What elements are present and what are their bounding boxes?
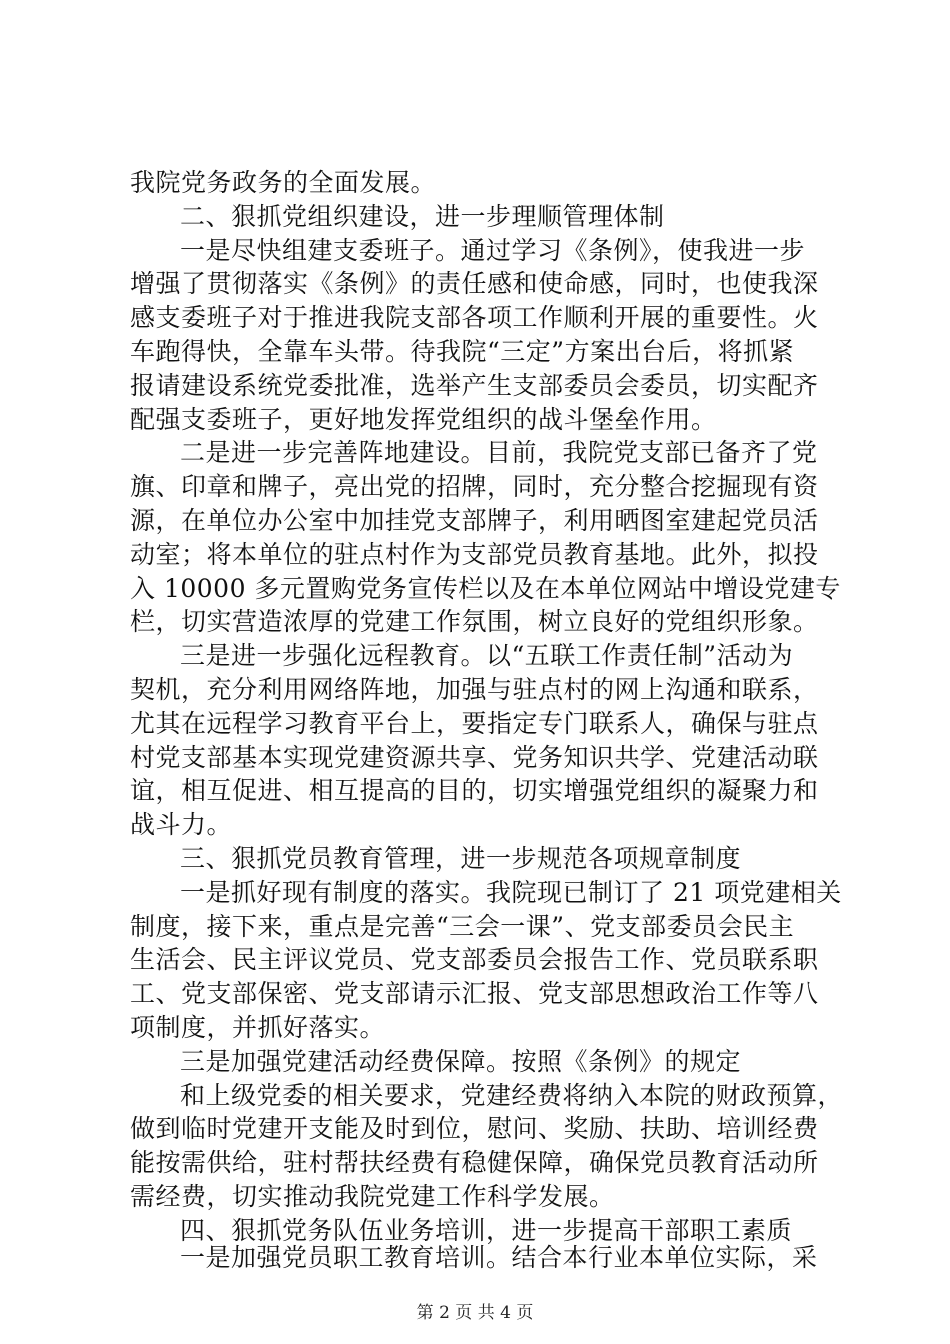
paragraph-line: 和上级党委的相关要求，党建经费将纳入本院的财政预算， [180,1081,844,1110]
paragraph-line: 村党支部基本实现党建资源共享、党务知识共学、党建活动联 [130,743,819,772]
section-heading: 三、狠抓党员教育管理，进一步规范各项规章制度 [180,844,742,873]
paragraph-line: 工、党支部保密、党支部请示汇报、党支部思想政治工作等八 [130,979,819,1008]
paragraph-line: 感支委班子对于推进我院支部各项工作顺利开展的重要性。火 [130,303,819,332]
paragraph-line: 我院党务政务的全面发展。 [130,168,437,197]
paragraph-line: 一是尽快组建支委班子。通过学习《条例》，使我进一步 [180,236,806,265]
paragraph-line: 战斗力。 [130,810,233,839]
paragraph-line: 入 10000 多元置购党务宣传栏以及在本单位网站中增设党建专 [130,574,841,603]
paragraph-line: 源，在单位办公室中加挂党支部牌子，利用晒图室建起党员活 [130,506,819,535]
paragraph-line: 动室；将本单位的驻点村作为支部党员教育基地。此外，拟投 [130,540,819,569]
paragraph-line: 三是加强党建活动经费保障。按照《条例》的规定 [180,1047,742,1076]
paragraph-line: 需经费，切实推动我院党建工作科学发展。 [130,1182,615,1211]
paragraph-line: 契机，充分利用网络阵地，加强与驻点村的网上沟通和联系， [130,675,819,704]
paragraph-line: 制度，接下来，重点是完善“三会一课”、党支部委员会民主 [130,912,795,941]
paragraph-line: 生活会、民主评议党员、党支部委员会报告工作、党员联系职 [130,945,819,974]
paragraph-line: 车跑得快，全靠车头带。待我院“三定”方案出台后，将抓紧 [130,337,795,366]
page-number-footer: 第 2 页 共 4 页 [416,1303,534,1323]
paragraph-line: 做到临时党建开支能及时到位，慰问、奖励、扶助、培训经费 [130,1114,819,1143]
paragraph-line: 一是抓好现有制度的落实。我院现已制订了 21 项党建相关 [180,878,842,907]
paragraph-line: 二是进一步完善阵地建设。目前，我院党支部已备齐了党 [180,438,818,467]
paragraph-line: 报请建设系统党委批准，选举产生支部委员会委员，切实配齐 [130,371,819,400]
paragraph-line: 增强了贯彻落实《条例》的责任感和使命感，同时，也使我深 [130,269,819,298]
paragraph-line: 旗、印章和牌子，亮出党的招牌，同时，充分整合挖掘现有资 [130,472,819,501]
paragraph-line: 项制度，并抓好落实。 [130,1013,386,1042]
paragraph-line: 栏，切实营造浓厚的党建工作氛围，树立良好的党组织形象。 [130,607,819,636]
paragraph-line: 谊，相互促进、相互提高的目的，切实增强党组织的凝聚力和 [130,776,819,805]
paragraph-line: 配强支委班子，更好地发挥党组织的战斗堡垒作用。 [130,405,717,434]
section-heading: 四、狠抓党务队伍业务培训，进一步提高干部职工素质 [180,1216,793,1245]
paragraph-line: 尤其在远程学习教育平台上，要指定专门联系人，确保与驻点 [130,709,819,738]
section-heading: 二、狠抓党组织建设，进一步理顺管理体制 [180,202,665,231]
paragraph-line: 三是进一步强化远程教育。以“五联工作责任制”活动为 [180,641,794,670]
paragraph-line: 一是加强党员职工教育培训。结合本行业本单位实际，采 [180,1243,818,1272]
paragraph-line: 能按需供给，驻村帮扶经费有稳健保障，确保党员教育活动所 [130,1148,819,1177]
